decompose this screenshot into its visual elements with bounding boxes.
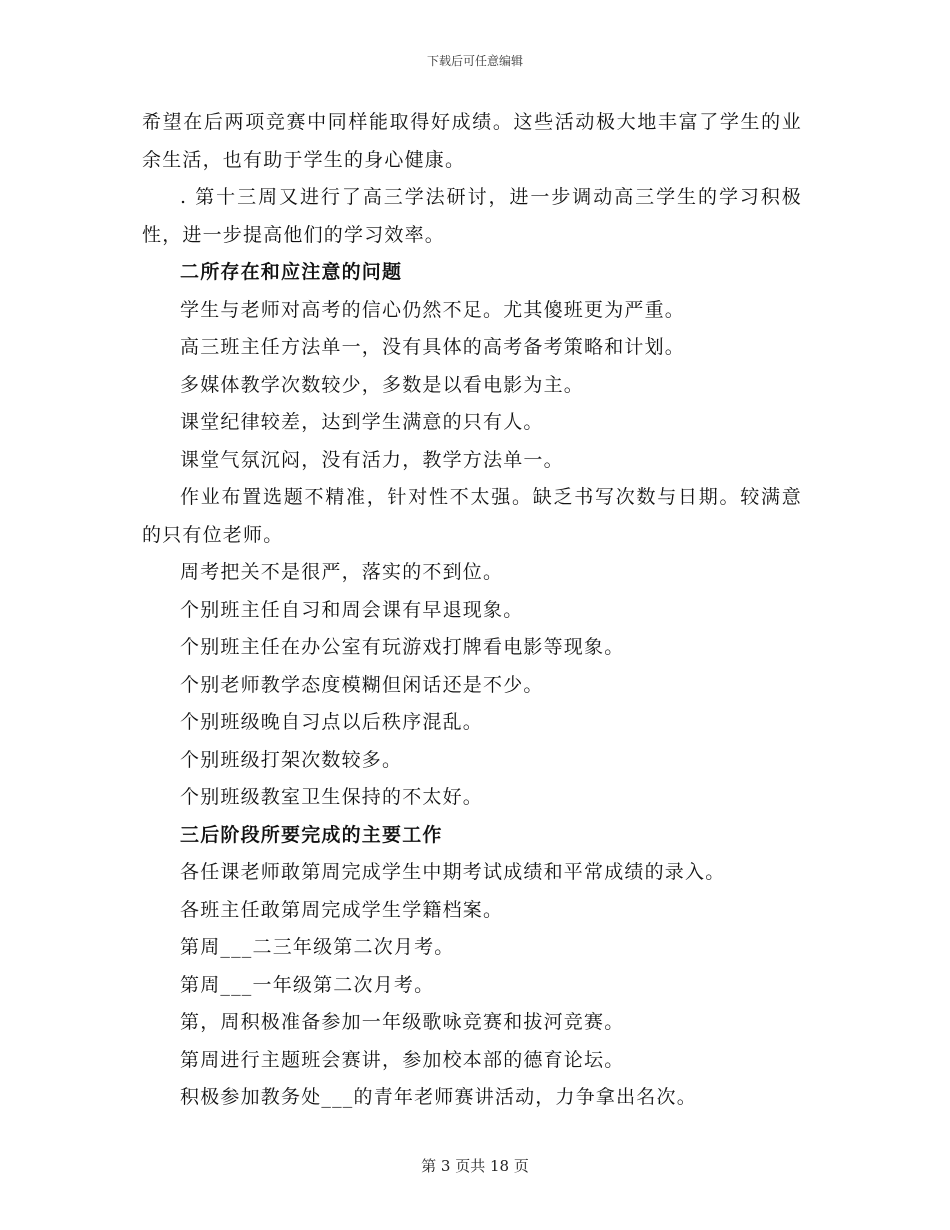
document-body — [142, 104, 802, 1117]
issue-item: 个别班主任在办公室有玩游戏打牌看电影等现象。 — [180, 636, 625, 658]
issue-item: 课堂纪律较差，达到学生满意的只有人。 — [180, 411, 544, 433]
issue-item: 个别班主任自习和周会课有早退现象。 — [180, 598, 524, 621]
section-heading-tasks: 三后阶段所要完成的主要工作 — [180, 823, 443, 846]
issue-item: 作业布置选题不精准，针对性不太强。缺乏书写次数与日期。较满意的只有位老师。 — [142, 486, 802, 546]
task-item: 积极参加教务处___的青年老师赛讲活动，力争拿出名次。 — [180, 1086, 697, 1108]
issue-item: 多媒体教学次数较少，多数是以看电影为主。 — [180, 373, 585, 396]
task-item: 第周进行主题班会赛讲，参加校本部的德育论坛。 — [180, 1048, 625, 1071]
task-item: 第，周积极准备参加一年级歌咏竞赛和拔河竞赛。 — [180, 1011, 625, 1033]
issue-item: 个别班级教室卫生保持的不太好。 — [180, 786, 484, 808]
issue-item: 周考把关不是很严，落实的不到位。 — [180, 561, 504, 583]
issue-item: 课堂气氛沉闷，没有活力，教学方法单一。 — [180, 448, 564, 471]
page-footer: 第 3 页共 18 页 — [421, 1157, 529, 1175]
issue-item: 个别班级打架次数较多。 — [180, 748, 403, 771]
task-item: 第周___一年级第二次月考。 — [180, 973, 435, 996]
task-item: 各班主任敢第周完成学生学籍档案。 — [180, 898, 504, 921]
issue-item: 高三班主任方法单一，没有具体的高考备考策略和计划。 — [180, 336, 686, 358]
task-item: 第周___二三年级第二次月考。 — [180, 936, 455, 958]
paragraph-study-method: . 第十三周又进行了高三学法研讨，进一步调动高三学生的学习积极性，进一步提高他们的学习效率。 — [142, 186, 802, 246]
page-header: 下载后可任意编辑 — [426, 54, 523, 68]
task-item: 各任课老师敢第周完成学生中期考试成绩和平常成绩的录入。 — [180, 861, 726, 883]
paragraph-continuation: 希望在后两项竞赛中同样能取得好成绩。这些活动极大地丰富了学生的业余生活，也有助于学生的身心健康。 — [142, 111, 802, 171]
issue-item: 个别班级晚自习点以后秩序混乱。 — [180, 711, 484, 733]
issue-item: 个别老师教学态度模糊但闲话还是不少。 — [180, 673, 544, 696]
issue-item: 学生与老师对高考的信心仍然不足。尤其傻班更为严重。 — [180, 298, 686, 321]
section-heading-issues: 二所存在和应注意的问题 — [180, 261, 403, 283]
